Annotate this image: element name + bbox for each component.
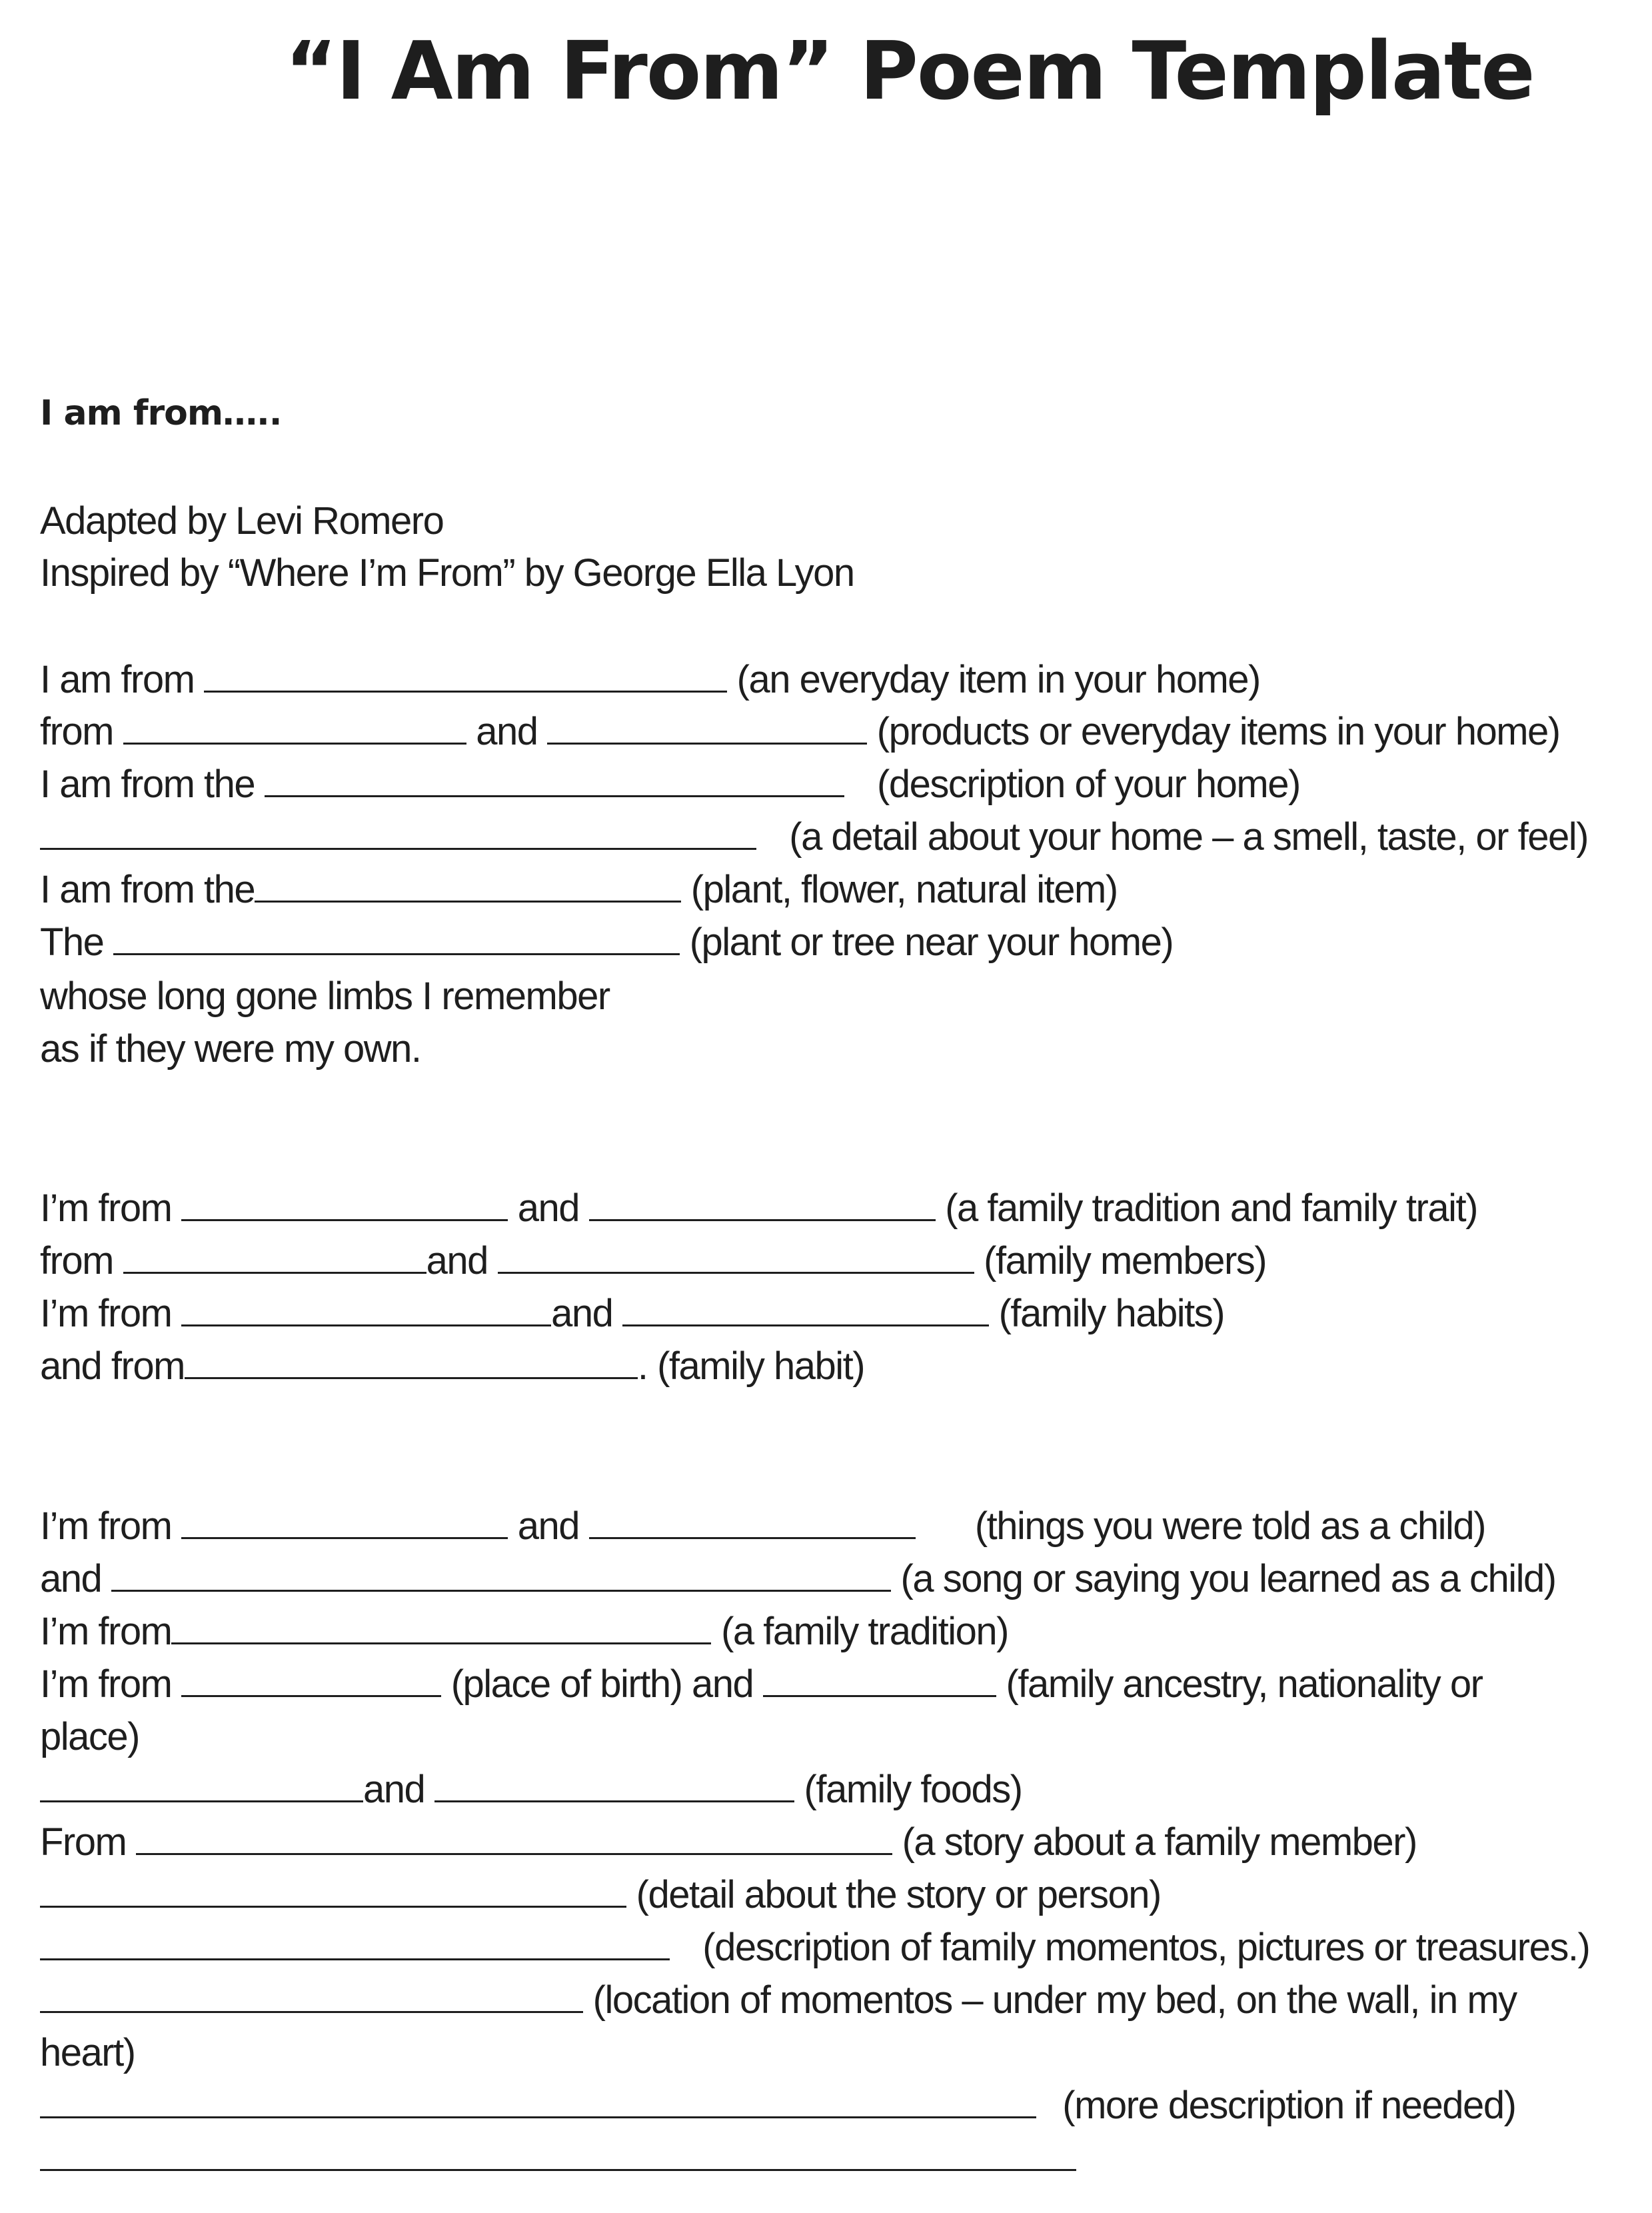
stanza3-line6: and (family foods): [40, 1763, 1022, 1816]
blank-field[interactable]: [181, 1506, 508, 1539]
stanza3-line5: place): [40, 1715, 139, 1758]
blank-field[interactable]: [113, 923, 680, 955]
blank-field[interactable]: [265, 765, 844, 797]
stanza1-line7: whose long gone limbs I remember: [40, 975, 610, 1018]
stanza1-line2: from and (products or everyday items in your home): [40, 710, 1560, 753]
blank-field[interactable]: [181, 1188, 508, 1221]
blank-field[interactable]: [204, 660, 727, 693]
blank-field[interactable]: [589, 1506, 916, 1539]
stanza3-line13: [40, 2132, 1076, 2185]
stanza3-line4: I’m from (place of birth) and (family ancestry, nationality or: [40, 1662, 1483, 1706]
blank-field[interactable]: [136, 1822, 892, 1855]
blank-field[interactable]: [111, 1559, 891, 1592]
stanza3-line3: I’m from (a family tradition): [40, 1610, 1008, 1653]
stanza3-line7: From (a story about a family member): [40, 1820, 1417, 1864]
blank-field[interactable]: [547, 712, 867, 745]
stanza1-line6: The (plant or tree near your home): [40, 921, 1174, 964]
blank-field[interactable]: [622, 1294, 989, 1326]
blank-field[interactable]: [589, 1188, 936, 1221]
blank-field[interactable]: [181, 1664, 441, 1697]
blank-field[interactable]: [498, 1241, 974, 1274]
stanza3-line1: I’m from and (things you were told as a child): [40, 1504, 1485, 1548]
blank-field[interactable]: [255, 870, 681, 903]
blank-field[interactable]: [40, 1770, 363, 1802]
blank-field[interactable]: [123, 1241, 426, 1274]
stanza1-line4: (a detail about your home – a smell, taste, or feel): [40, 811, 1588, 864]
poem-heading: I am from…..: [40, 393, 282, 433]
stanza1-line5: I am from the (plant, flower, natural item): [40, 868, 1118, 911]
blank-field[interactable]: [40, 1875, 626, 1908]
stanza1-line8: as if they were my own.: [40, 1027, 421, 1071]
blank-field[interactable]: [40, 2086, 1036, 2118]
blank-field[interactable]: [40, 817, 756, 850]
stanza3-line9: (description of family momentos, pictures or treasures.): [40, 1921, 1589, 1974]
blank-field[interactable]: [40, 1980, 583, 2013]
stanza3-line8: (detail about the story or person): [40, 1868, 1161, 1922]
stanza3-line11: heart): [40, 2031, 135, 2074]
stanza1-line3: I am from the (description of your home): [40, 763, 1300, 806]
blank-field[interactable]: [171, 1612, 711, 1644]
stanza2-line4: and from . (family habit): [40, 1344, 865, 1388]
stanza2-line1: I’m from and (a family tradition and family trait): [40, 1186, 1477, 1230]
blank-field[interactable]: [763, 1664, 996, 1697]
credit-adapted: Adapted by Levi Romero: [40, 499, 444, 543]
stanza2-line2: from and (family members): [40, 1239, 1267, 1282]
stanza3-line10: (location of momentos – under my bed, on the wall, in my: [40, 1974, 1517, 2027]
stanza2-line3: I’m from and (family habits): [40, 1292, 1225, 1335]
blank-field[interactable]: [181, 1294, 551, 1326]
blank-field[interactable]: [185, 1346, 638, 1379]
blank-field[interactable]: [40, 2138, 1076, 2171]
page-title: “I Am From” Poem Template: [285, 25, 1534, 118]
stanza3-line12: (more description if needed): [40, 2079, 1515, 2132]
blank-field[interactable]: [434, 1770, 794, 1802]
blank-field[interactable]: [40, 1928, 670, 1960]
stanza1-line1: I am from (an everyday item in your home): [40, 658, 1260, 701]
stanza3-line2: and (a song or saying you learned as a child): [40, 1557, 1556, 1600]
blank-field[interactable]: [123, 712, 466, 745]
credit-inspired: Inspired by “Where I’m From” by George Ella Lyon: [40, 551, 854, 595]
